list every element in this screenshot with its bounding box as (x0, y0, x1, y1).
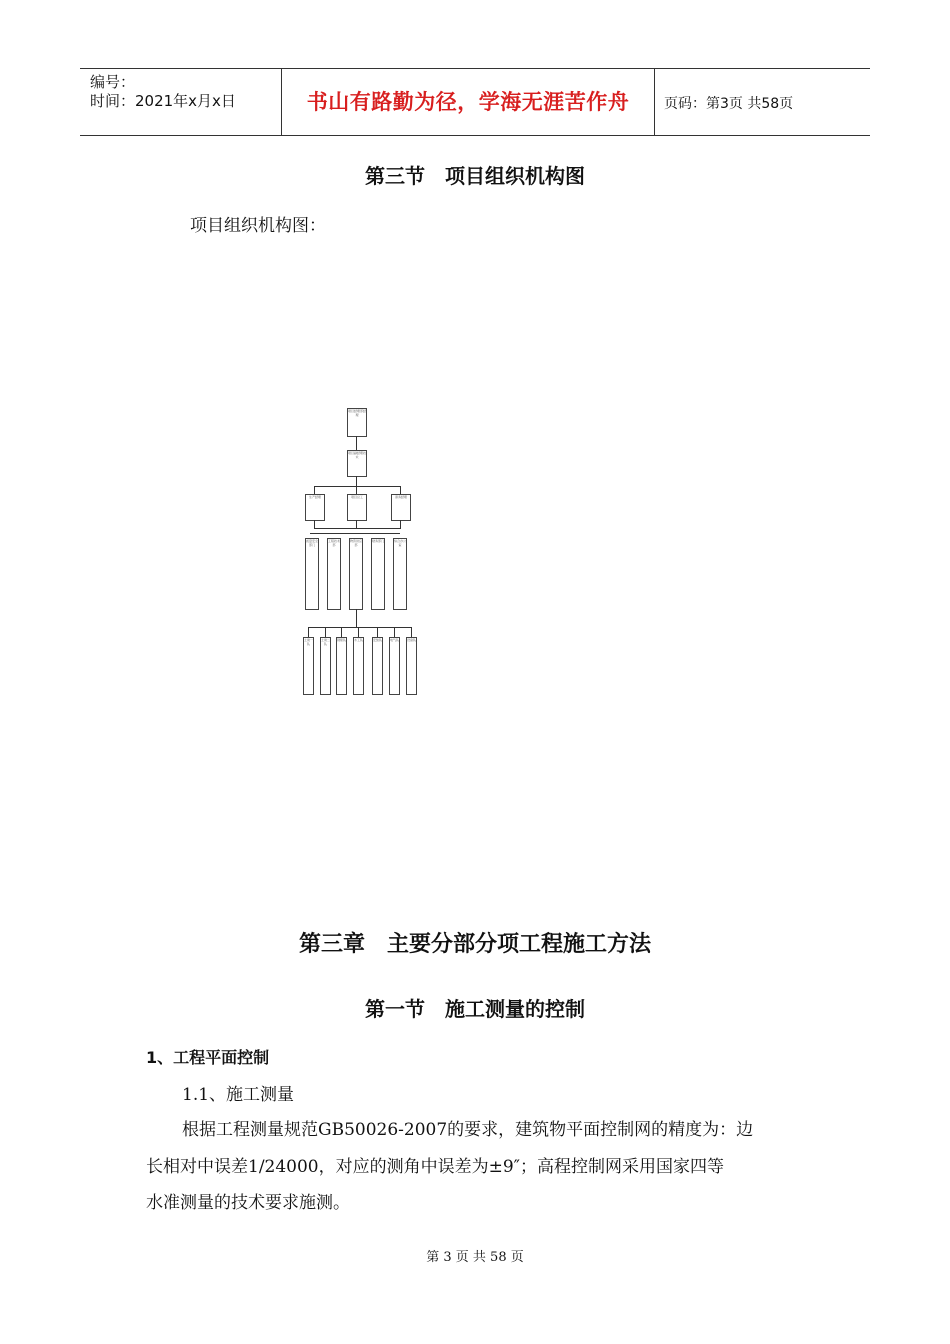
header-bottom-border (80, 135, 870, 136)
org-box-dept: 综合办公室 (393, 538, 407, 610)
org-box-production: 生产经理 (305, 494, 325, 521)
chart-intro: 项目组织机构图： (190, 216, 326, 236)
date-label: 时间：2021年x月x日 (90, 92, 236, 110)
org-connector (314, 486, 400, 487)
paragraph-line: 长相对中误差1/24000，对应的测角中误差为±9″；高程控制网采用国家四等 (146, 1157, 725, 1177)
org-box-team: 钢筋队 (336, 637, 347, 695)
section-title-2: 第一节 施工测量的控制 (365, 997, 585, 1021)
serial-label: 编号： (90, 73, 136, 91)
org-connector (356, 609, 357, 627)
org-box-team: 土建二队 (320, 637, 331, 695)
org-box-dept: 财务部门 (371, 538, 385, 610)
org-box-team: 安装队 (372, 637, 383, 695)
org-box-top: 项目经理部经理 (347, 408, 367, 437)
org-connector (341, 627, 342, 637)
header-divider (654, 68, 655, 136)
org-connector (377, 627, 378, 637)
org-connector (356, 520, 357, 528)
org-box-deputy: 项目副经理技术 (347, 450, 367, 477)
page-info: 页码：第3页 共58页 (664, 96, 794, 112)
header-top-border (80, 68, 870, 69)
org-connector (325, 627, 326, 637)
org-box-dept: 物资供应部 (349, 538, 363, 610)
org-connector (356, 486, 357, 494)
org-connector (314, 528, 401, 529)
motto: 书山有路勤为径，学海无涯苦作舟 (306, 90, 630, 114)
org-chart (290, 400, 430, 700)
org-connector (358, 627, 359, 637)
org-connector (308, 627, 412, 628)
section-title: 第三节 项目组织机构图 (365, 164, 585, 188)
org-connector (314, 486, 315, 494)
paragraph-line: 水准测量的技术要求施测。 (146, 1193, 350, 1213)
org-connector (400, 486, 401, 494)
chapter-title: 第三章 主要分部分项工程施工方法 (298, 932, 651, 957)
org-connector (310, 533, 400, 534)
org-box-team: 木工队 (353, 637, 364, 695)
page-footer: 第 3 页 共 58 页 (426, 1250, 524, 1265)
org-connector (314, 520, 315, 528)
org-connector (308, 627, 309, 637)
org-box-commerce: 商务经理 (391, 494, 411, 521)
org-box-dept: 质量安全部门 (305, 538, 319, 610)
org-connector (394, 627, 395, 637)
org-connector (356, 436, 357, 450)
org-box-dept: 工程技术部 (327, 538, 341, 610)
org-connector (411, 627, 412, 637)
sub-item-heading: 1.1、施工测量 (182, 1085, 295, 1105)
paragraph-line: 根据工程测量规范GB50026-2007的要求，建筑物平面控制网的精度为：边 (182, 1120, 754, 1140)
org-connector (356, 476, 357, 486)
org-box-chief-engineer: 项目总工 (347, 494, 367, 521)
item-heading: 1、工程平面控制 (146, 1048, 270, 1067)
org-connector (400, 520, 401, 528)
org-box-team: 土建一队 (303, 637, 314, 695)
org-box-team: 电气队 (389, 637, 400, 695)
org-box-team: 设备队 (406, 637, 417, 695)
